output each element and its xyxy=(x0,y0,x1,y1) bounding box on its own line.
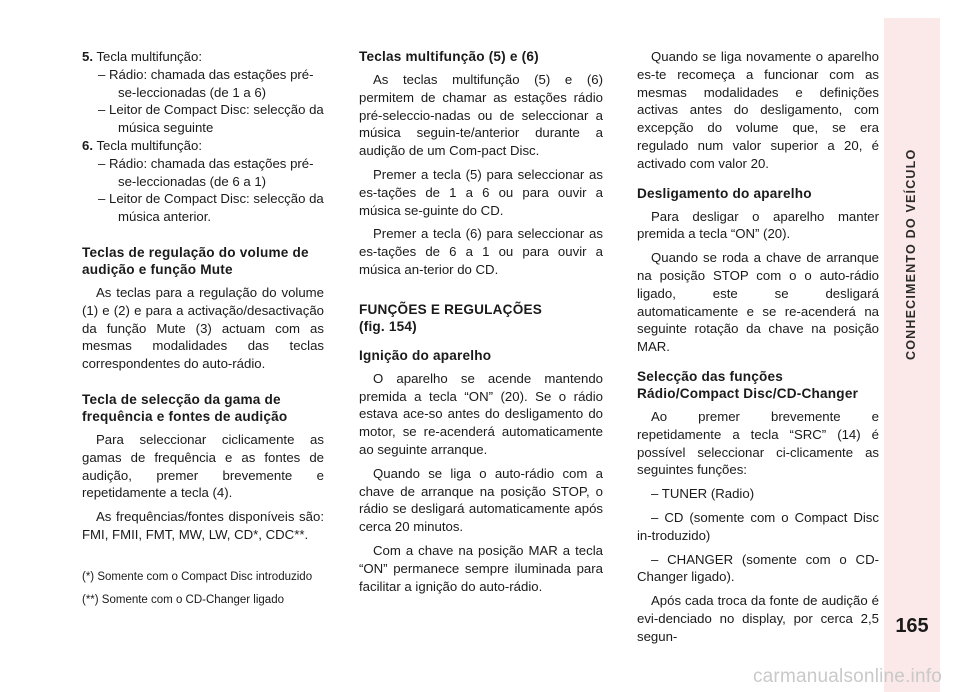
select-paragraph-1: Ao premer brevemente e repetidamente a tecla “SRC” (14) é possível seleccionar ci-clicamente as seguintes funções: xyxy=(637,408,879,478)
list-item-6a: – Rádio: chamada das estações pré-se-leccionadas (de 6 a 1) xyxy=(98,155,314,189)
off-paragraph-2: Quando se roda a chave de arranque na posição STOP com o o auto-rádio ligado, este se desligará automaticamente e se re-acenderá na seguinte rotação da chave na posição MAR. xyxy=(637,250,879,355)
multi-paragraph-2: Premer a tecla (5) para seleccionar as es-tações de 1 a 6 ou para ouvir a música se-guinte do CD. xyxy=(359,166,603,218)
list-item-6: 6. Tecla multifunção: xyxy=(82,137,202,153)
multi-heading: Teclas multifunção (5) e (6) xyxy=(359,49,539,64)
ignition-paragraph-3: Com a chave na posição MAR a tecla “ON” permanece sempre iluminada para facilitar a ignição do auto-rádio. xyxy=(359,542,603,594)
ignition-paragraph-2: Quando se liga o auto-rádio com a chave de arranque na posição STOP, o rádio se desligará automaticamente após cerca 20 minutos. xyxy=(359,465,603,535)
list-item-5a: – Rádio: chamada das estações pré-se-leccionadas (de 1 a 6) xyxy=(98,66,314,100)
section-title: CONHECIMENTO DO VEÍCULO xyxy=(904,148,919,360)
multi-paragraph-3: Premer a tecla (6) para seleccionar as es-tações de 6 a 1 ou para ouvir a música an-terior do CD. xyxy=(359,226,603,277)
band-heading: Tecla de selecção da gama de frequência e fontes de audição xyxy=(82,391,288,424)
functions-figure-ref: (fig. 154) xyxy=(359,318,417,334)
functions-heading: FUNÇÕES E REGULAÇÕES xyxy=(359,301,543,317)
footnote-1: (*) Somente com o Compact Disc introduzido xyxy=(82,570,313,583)
select-heading: Selecção das funções Rádio/Compact Disc/CD-Changer xyxy=(637,368,859,401)
ignition-paragraph-1: O aparelho se acende mantendo premida a tecla “ON” (20). Se o rádio estava ace-so antes do desligamento do motor, se re-acenderá automaticamente ao seguinte arranque. xyxy=(359,370,603,457)
list-item-5b: – Leitor de Compact Disc: selecção da música seguinte xyxy=(98,102,324,136)
column-3 xyxy=(637,48,879,646)
ignition-heading: Ignição do aparelho xyxy=(359,347,492,363)
column-2 xyxy=(359,48,603,595)
continued-paragraph: Quando se liga novamente o aparelho es-te recomeça a funcionar com as mesmas modalidades e definições activas antes do desligamento, com excepção do volume que, se era regulado num valor superior a 20, é activado com valor 20. xyxy=(637,49,879,171)
list-item-5: 5. Tecla multifunção: xyxy=(82,49,202,64)
select-paragraph-2: Após cada troca da fonte de audição é evi-denciado no display, por cerca 2,5 segun- xyxy=(637,593,879,644)
band-paragraph-1: Para seleccionar ciclicamente as gamas de frequência e as fontes de audição, premer brevemente e repetidamente a tecla (4). xyxy=(82,431,324,501)
band-paragraph-2: As frequências/fontes disponíveis são: FMI, FMII, FMT, MW, LW, CD*, CDC**. xyxy=(82,509,324,542)
off-paragraph-1: Para desligar o aparelho manter premida a tecla “ON” (20). xyxy=(637,208,879,242)
off-heading: Desligamento do aparelho xyxy=(637,185,812,201)
select-item-cd: – CD (somente com o Compact Disc in-troduzido) xyxy=(637,509,879,543)
select-item-tuner: – TUNER (Radio) xyxy=(651,486,755,502)
page-number: 165 xyxy=(895,615,929,637)
select-item-changer: – CHANGER (somente com o CD-Changer ligado). xyxy=(637,551,879,585)
multi-paragraph-1: As teclas multifunção (5) e (6) permitem de chamar as estações rádio pré-seleccio-nadas ou de seleccionar a música seguin-te/anterior durante a audição de um Com-pact Disc. xyxy=(359,72,603,159)
watermark: carmanualsonline.info xyxy=(752,666,942,688)
column-1 xyxy=(82,48,324,608)
volume-heading: Teclas de regulação do volume de audição e função Mute xyxy=(82,244,309,277)
list-item-6b: – Leitor de Compact Disc: selecção da música anterior. xyxy=(98,191,324,225)
footnote-2: (**) Somente com o CD-Changer ligado xyxy=(82,593,284,606)
volume-paragraph: As teclas para a regulação do volume (1) e (2) e para a activação/desactivação da função Mute (3) actuam com as mesmas modalidades das teclas correspondentes do auto-rádio. xyxy=(82,284,324,372)
